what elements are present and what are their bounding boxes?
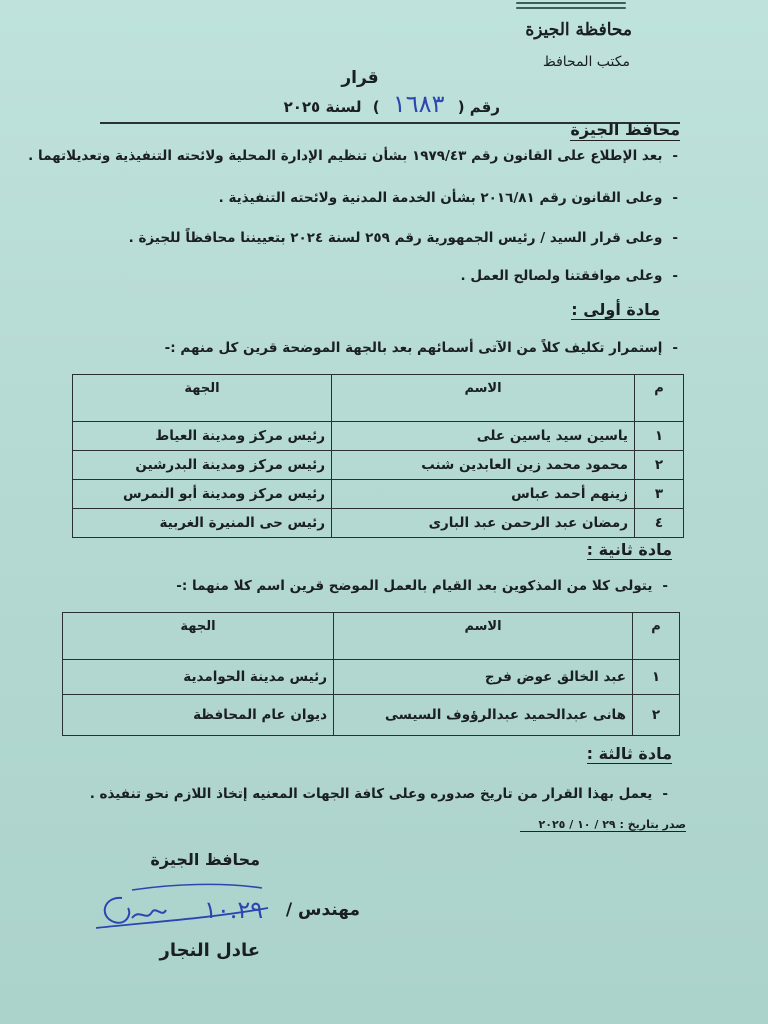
row-name: عبد الخالق عوض فرج [334, 660, 633, 695]
preamble-heading: محافظ الجيزة [570, 120, 680, 139]
header-name: الاسم [332, 375, 635, 422]
signature-title: محافظ الجيزة [150, 850, 260, 869]
issue-date: صدر بتاريخ : ٢٩ / ١٠ / ٢٠٢٥ [520, 818, 686, 832]
table-row [73, 422, 684, 451]
handwritten-signature [92, 878, 272, 948]
header-dept: الجهة [63, 613, 334, 660]
header-num: م [633, 613, 680, 660]
table-header-row [63, 613, 680, 660]
preamble-item: -وعلى موافقتنا ولصالح العمل . [460, 268, 678, 284]
article1-heading: مادة أولى : [571, 300, 660, 319]
article1-text: -إستمرار تكليف كلاً من الآتى أسمائهم بعد بالجهة الموضحة قرين كل منهم :- [164, 340, 678, 356]
row-dept: ديوان عام المحافظة [63, 695, 334, 736]
row-num: ٤ [635, 509, 684, 538]
row-num: ٢ [633, 695, 680, 736]
row-dept: رئيس مركز ومدينة أبو النمرس [73, 480, 332, 509]
decree-number-line [180, 90, 500, 118]
table-row [73, 451, 684, 480]
row-name: زينهم أحمد عباس [332, 480, 635, 509]
row-num: ٢ [635, 451, 684, 480]
handwritten-number: ١٠.٢٩ [204, 896, 264, 924]
article2-text: -يتولى كلا من المذكوين بعد القيام بالعمل الموضح قرين اسم كلا منهما :- [176, 578, 668, 594]
table-row [63, 695, 680, 736]
article2-heading: مادة ثانية : [586, 540, 672, 559]
decree-number-prefix: رقم ( [457, 98, 500, 116]
decree-title: قرار [341, 68, 379, 88]
header-dept: الجهة [73, 375, 332, 422]
signature-eng-label: مهندس / [285, 900, 360, 920]
decree-number-value: ١٦٨٣ [392, 90, 445, 118]
header-name: الاسم [334, 613, 633, 660]
table-row [73, 480, 684, 509]
table-row [73, 509, 684, 538]
row-name: ياسين سيد ياسين على [332, 422, 635, 451]
row-dept: رئيس حى المنيرة الغربية [73, 509, 332, 538]
preamble-item: -وعلى قرار السيد / رئيس الجمهورية رقم ٢٥٩ لسنة ٢٠٢٤ بتعييننا محافظاً للجيزة . [128, 230, 678, 246]
office-name: مكتب المحافظ [542, 54, 630, 70]
article1-table [72, 374, 684, 538]
row-name: هانى عبدالحميد عبدالرؤوف السيسى [334, 695, 633, 736]
decree-year: لسنة ٢٠٢٥ [283, 98, 362, 116]
table-row [63, 660, 680, 695]
article3-heading: مادة ثالثة : [586, 744, 672, 763]
table-header-row [73, 375, 684, 422]
header-num: م [635, 375, 684, 422]
row-num: ٣ [635, 480, 684, 509]
row-name: رمضان عبد الرحمن عبد البارى [332, 509, 635, 538]
governorate-logo [516, 2, 626, 16]
row-name: محمود محمد زين العابدين شنب [332, 451, 635, 480]
article3-text: -يعمل بهذا القرار من تاريخ صدوره وعلى كافة الجهات المعنيه إتخاذ اللازم نحو تنفيذه . [89, 786, 668, 802]
preamble-item: -وعلى القانون رقم ٢٠١٦/٨١ بشأن الخدمة المدنية ولائحته التنفيذية . [218, 190, 678, 206]
article2-table [62, 612, 680, 736]
row-num: ١ [633, 660, 680, 695]
decree-number-suffix: ) [372, 98, 380, 116]
row-num: ١ [635, 422, 684, 451]
signature-name: عادل النجار [159, 940, 260, 961]
governorate-name: محافظة الجيزة [525, 20, 632, 40]
row-dept: رئيس مركز ومدينة العياط [73, 422, 332, 451]
preamble-item: -بعد الإطلاع على القانون رقم ١٩٧٩/٤٣ بشأن تنظيم الإدارة المحلية ولائحته التنفيذية وتعديلاتهما . [28, 148, 678, 164]
row-dept: رئيس مدينة الحوامدية [63, 660, 334, 695]
row-dept: رئيس مركز ومدينة البدرشين [73, 451, 332, 480]
